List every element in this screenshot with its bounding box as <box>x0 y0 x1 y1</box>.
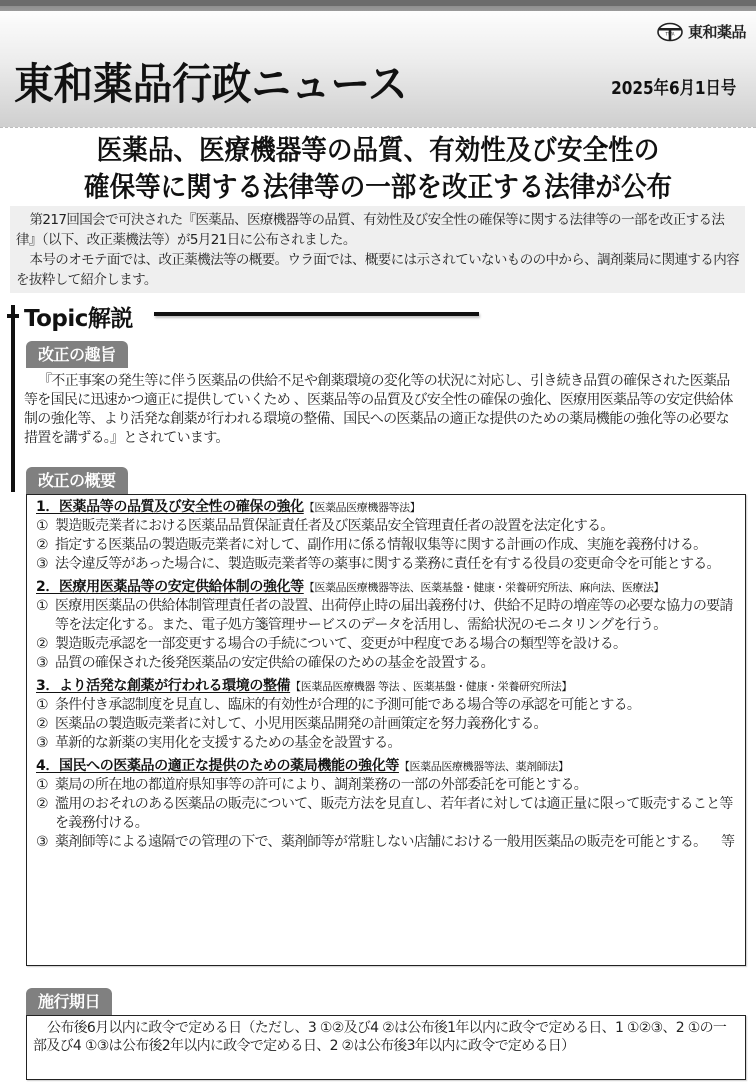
list-item <box>36 654 739 673</box>
item-number: ② <box>36 636 48 652</box>
item-text: 医薬品の製造販売業者に対して、小児用医薬品開発の計画策定を努力義務化する。 <box>55 716 547 732</box>
headline-line-2: 確保等に関する法律等の一部を改正する法律が公布 <box>83 171 673 203</box>
section-heading <box>36 578 739 597</box>
section-title: 2．医療用医薬品等の安定供給体制の強化等 <box>36 579 304 595</box>
item-number: ① <box>36 697 48 713</box>
summary-section-1 <box>36 498 739 574</box>
svg-text:TWA: TWA <box>665 31 675 36</box>
effective-date-box <box>26 1015 746 1080</box>
list-item <box>36 734 739 753</box>
item-text: 製造販売承認を一部変更する場合の手続について、変更が中程度である場合の類型等を設ける。 <box>55 636 627 652</box>
section-title: 3．より活発な創薬が行われる環境の整備 <box>36 678 291 694</box>
intro-box <box>10 206 745 293</box>
item-number: ② <box>36 537 48 553</box>
section-title: 4．国民への医薬品の適正な提供のための薬局機能の強化等 <box>36 758 399 774</box>
issue-date: 2025年6月1日号 <box>610 78 736 99</box>
item-text: 医療用医薬品の供給体制管理責任者の設置、出荷停止時の届出義務付け、供給不足時の増産等の必要な協力の要請等を法定化する。また、電子処方箋管理サービスのデータを活用し、需給状況のモニタリングを行う。 <box>55 598 733 633</box>
item-number: ③ <box>36 735 48 751</box>
list-item <box>36 715 739 734</box>
item-text: 品質の確保された後発医薬品の安定供給の確保のための基金を設置する。 <box>55 655 494 671</box>
summary-tag: 改正の概要 <box>26 467 128 494</box>
intro-paragraph-2: 本号のオモテ面では、改正薬機法等の概要。ウラ面では、概要には示されていないものの中から、調剤薬局に関連する内容を抜粋して紹介します。 <box>16 252 739 288</box>
section-title: 1．医薬品等の品質及び安全性の確保の強化 <box>36 499 304 515</box>
logo-text: 東和薬品 <box>687 23 746 41</box>
item-text: 濫用のおそれのある医薬品の販売について、販売方法を見直し、若年者に対しては適正量に限って販売すること等を義務付ける。 <box>55 796 733 831</box>
list-item <box>36 536 739 555</box>
etc-note: 等 <box>721 834 735 850</box>
item-number: ② <box>36 796 48 812</box>
summary-section-3 <box>36 677 739 753</box>
towa-logo-icon <box>656 22 684 42</box>
item-number: ① <box>36 518 48 534</box>
list-item <box>36 555 739 574</box>
list-item <box>36 597 739 635</box>
item-text: 薬剤師等による遠隔での管理の下で、薬剤師等が常駐しない店舗における一般用医薬品の販売を可能とする。 <box>55 834 707 850</box>
section-law: 【医薬品医療機器 等法 、医薬基盤・健康・栄養研究所法】 <box>290 680 572 693</box>
item-text: 製造販売業者における医薬品品質保証責任者及び医薬品安全管理責任者の設置を法定化する。 <box>55 518 614 534</box>
effective-date-text: 公布後6月以内に政令で定める日（ただし、3 ①②及び4 ②は公布後1年以内に政令で定める日、1 ①②③、2 ①の一部及び4 ①③は公布後2年以内に政令で定める日、2 ②は公布後3年以内に政令で定める日） <box>33 1020 727 1054</box>
section-heading <box>36 677 739 696</box>
masthead-title: 東和薬品行政ニュース <box>14 60 408 110</box>
list-item <box>36 776 739 795</box>
header <box>0 11 756 128</box>
list-item <box>36 635 739 654</box>
section-law: 【医薬品医療機器等法】 <box>303 501 421 514</box>
item-number: ① <box>36 598 48 614</box>
headline <box>0 132 756 206</box>
section-heading <box>36 498 739 517</box>
item-number: ③ <box>36 834 48 850</box>
purpose-tag: 改正の趣旨 <box>26 341 128 368</box>
item-text: 薬局の所在地の都道府県知事等の許可により、調剤業務の一部の外部委託を可能とする。 <box>55 777 587 793</box>
list-item <box>36 696 739 715</box>
headline-line-1: 医薬品、医療機器等の品質、有効性及び安全性の <box>96 134 660 166</box>
summary-section-4 <box>36 757 739 849</box>
section-law: 【医薬品医療機器等法、医薬基盤・健康・栄養研究所法、麻向法、医療法】 <box>303 581 665 594</box>
company-logo <box>656 21 746 42</box>
effective-date-tag: 施行期日 <box>26 988 112 1015</box>
list-item <box>36 833 739 852</box>
item-number: ② <box>36 716 48 732</box>
summary-box <box>26 494 746 966</box>
purpose-text: 『不正事案の発生等に伴う医薬品の供給不足や創薬環境の変化等の状況に対応し、引き続き品質の確保された医薬品等を国民に迅速かつ適正に提供していくため 、医薬品等の品質及び安全性の確保の強化、医療用医薬品等の安定供給体制の強化等、より活発な創薬が行われる環境の整備、国民への医薬品の適正な提供のための薬局機能の強化等の必要な措置を講ずる。』とされています。 <box>24 373 733 446</box>
item-text: 条件付き承認制度を見直し、臨床的有効性が合理的に予測可能である場合等の承認を可能とする。 <box>55 697 641 713</box>
list-item <box>36 517 739 536</box>
item-number: ③ <box>36 556 48 572</box>
item-text: 革新的な新薬の実用化を支援するための基金を設置する。 <box>55 735 401 751</box>
top-bar <box>0 0 756 11</box>
item-number: ① <box>36 777 48 793</box>
item-text: 法令違反等があった場合に、製造販売業者等の薬事に関する業務に責任を有する役員の変更命令を可能とする。 <box>55 556 720 572</box>
topic-horizontal-rule <box>154 312 479 316</box>
section-law: 【医薬品医療機器等法、薬剤師法】 <box>398 760 569 773</box>
topic-rule-tick <box>7 314 19 318</box>
topic-vertical-rule <box>11 305 15 492</box>
intro-paragraph-1: 第217回国会で可決された『医薬品、医療機器等の品質、有効性及び安全性の確保等に関する法律等の一部を改正する法律』（以下、改正薬機法等）が5月21日に公布されました。 <box>16 212 725 248</box>
item-text: 指定する医薬品の製造販売業者に対して、副作用に係る情報収集等に関する計画の作成、実施を義務付ける。 <box>55 537 707 553</box>
list-item <box>36 795 739 833</box>
summary-section-2 <box>36 578 739 673</box>
topic-title: Topic解説 <box>24 306 133 332</box>
item-number: ③ <box>36 655 48 671</box>
section-heading <box>36 757 739 776</box>
